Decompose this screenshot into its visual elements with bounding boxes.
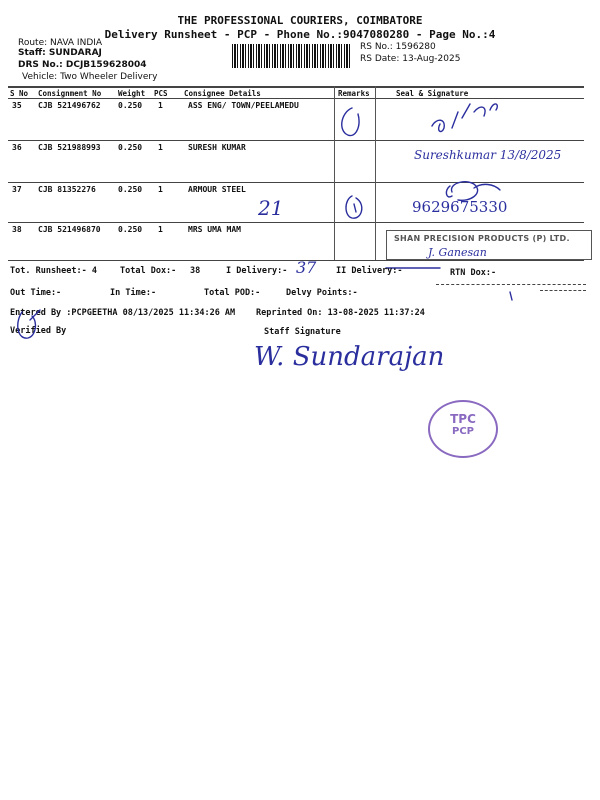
- cell-pcs: 1: [158, 185, 163, 194]
- company-title: THE PROFESSIONAL COURIERS, COIMBATORE: [177, 14, 423, 27]
- col-header-pcs: PCS: [154, 89, 168, 98]
- i-delivery-label: I Delivery:-: [226, 266, 288, 276]
- reprinted-on: Reprinted On: 13-08-2025 11:37:24: [256, 308, 425, 318]
- staff-label: Staff: SUNDARAJ: [18, 48, 102, 58]
- verified-by-signature: [0, 300, 80, 350]
- dashed-line: [436, 284, 586, 285]
- company-stamp-text: SHAN PRECISION PRODUCTS (P) LTD.: [394, 234, 570, 243]
- rtn-dox-label: RTN Dox:-: [450, 268, 497, 278]
- cell-consignee: MRS UMA MAM: [188, 225, 241, 234]
- route-label: Route: NAVA INDIA: [18, 38, 103, 48]
- cell-consignee: SURESH KUMAR: [188, 143, 246, 152]
- round-seal-text-2: PCP: [452, 426, 474, 437]
- vehicle-label: Vehicle: Two Wheeler Delivery: [22, 72, 158, 82]
- cell-consignee: ASS ENG/ TOWN/PEELAMEDU: [188, 101, 299, 110]
- staff-signature-label: Staff Signature: [264, 327, 341, 337]
- cell-sno: 35: [12, 101, 22, 110]
- total-dox-value: 38: [190, 266, 201, 276]
- total-dox-label: Total Dox:-: [120, 266, 177, 276]
- round-seal-text-1: TPC: [450, 412, 476, 426]
- rs-date: RS Date: 13-Aug-2025: [360, 54, 461, 64]
- col-header-remarks: Remarks: [338, 89, 370, 98]
- cell-weight: 0.250: [118, 143, 143, 152]
- cell-consignment: CJB 81352276: [38, 185, 96, 194]
- cell-sno: 36: [12, 143, 22, 152]
- col-header-seal-signature: Seal & Signature: [396, 89, 469, 98]
- runsheet-subtitle: Delivery Runsheet - PCP - Phone No.:9047080280 - Page No.:4: [104, 28, 496, 41]
- col-header-consignment: Consignment No: [38, 89, 102, 98]
- dashed-line: [540, 290, 586, 291]
- cell-pcs: 1: [158, 143, 163, 152]
- total-runsheet: Tot. Runsheet:- 4: [10, 266, 97, 276]
- round-seal: [428, 400, 498, 458]
- row36-handwritten-signature: Sureshkumar 13/8/2025: [414, 148, 562, 162]
- col-header-weight: Weight: [118, 89, 146, 98]
- delvy-points-label: Delvy Points:-: [286, 288, 358, 298]
- entered-by: Entered By :PCPGEETHA 08/13/2025 11:34:26 AM: [10, 308, 236, 318]
- ii-delivery-label: II Delivery:-: [336, 266, 403, 276]
- i-delivery-handwritten-count: 37: [296, 258, 317, 277]
- out-time-label: Out Time:-: [10, 288, 62, 298]
- cell-sno: 38: [12, 225, 22, 234]
- col-header-consignee: Consignee Details: [184, 89, 261, 98]
- row37-handwritten-phone: 9629675330: [412, 198, 508, 216]
- rs-number: RS No.: 1596280: [360, 42, 436, 52]
- staff-handwritten-signature: W. Sundarajan: [254, 342, 445, 372]
- cell-pcs: 1: [158, 101, 163, 110]
- verified-by-label: Verified By: [10, 326, 67, 336]
- cell-sno: 37: [12, 185, 22, 194]
- row38-handwritten-signature: J. Ganesan: [428, 246, 487, 259]
- cell-consignment: CJB 521496762: [38, 101, 101, 110]
- cell-weight: 0.250: [118, 101, 143, 110]
- cell-consignee: ARMOUR STEEL: [188, 185, 246, 194]
- row37-handwritten-mark: 21: [258, 196, 284, 220]
- cell-pcs: 1: [158, 225, 163, 234]
- cell-consignment: CJB 521496870: [38, 225, 101, 234]
- in-time-label: In Time:-: [110, 288, 157, 298]
- cell-weight: 0.250: [118, 185, 143, 194]
- cell-weight: 0.250: [118, 225, 143, 234]
- drs-number: DRS No.: DCJB159628004: [18, 60, 147, 70]
- col-header-sno: S No: [10, 89, 29, 98]
- cell-consignment: CJB 521988993: [38, 143, 101, 152]
- total-pod-label: Total POD:-: [204, 288, 261, 298]
